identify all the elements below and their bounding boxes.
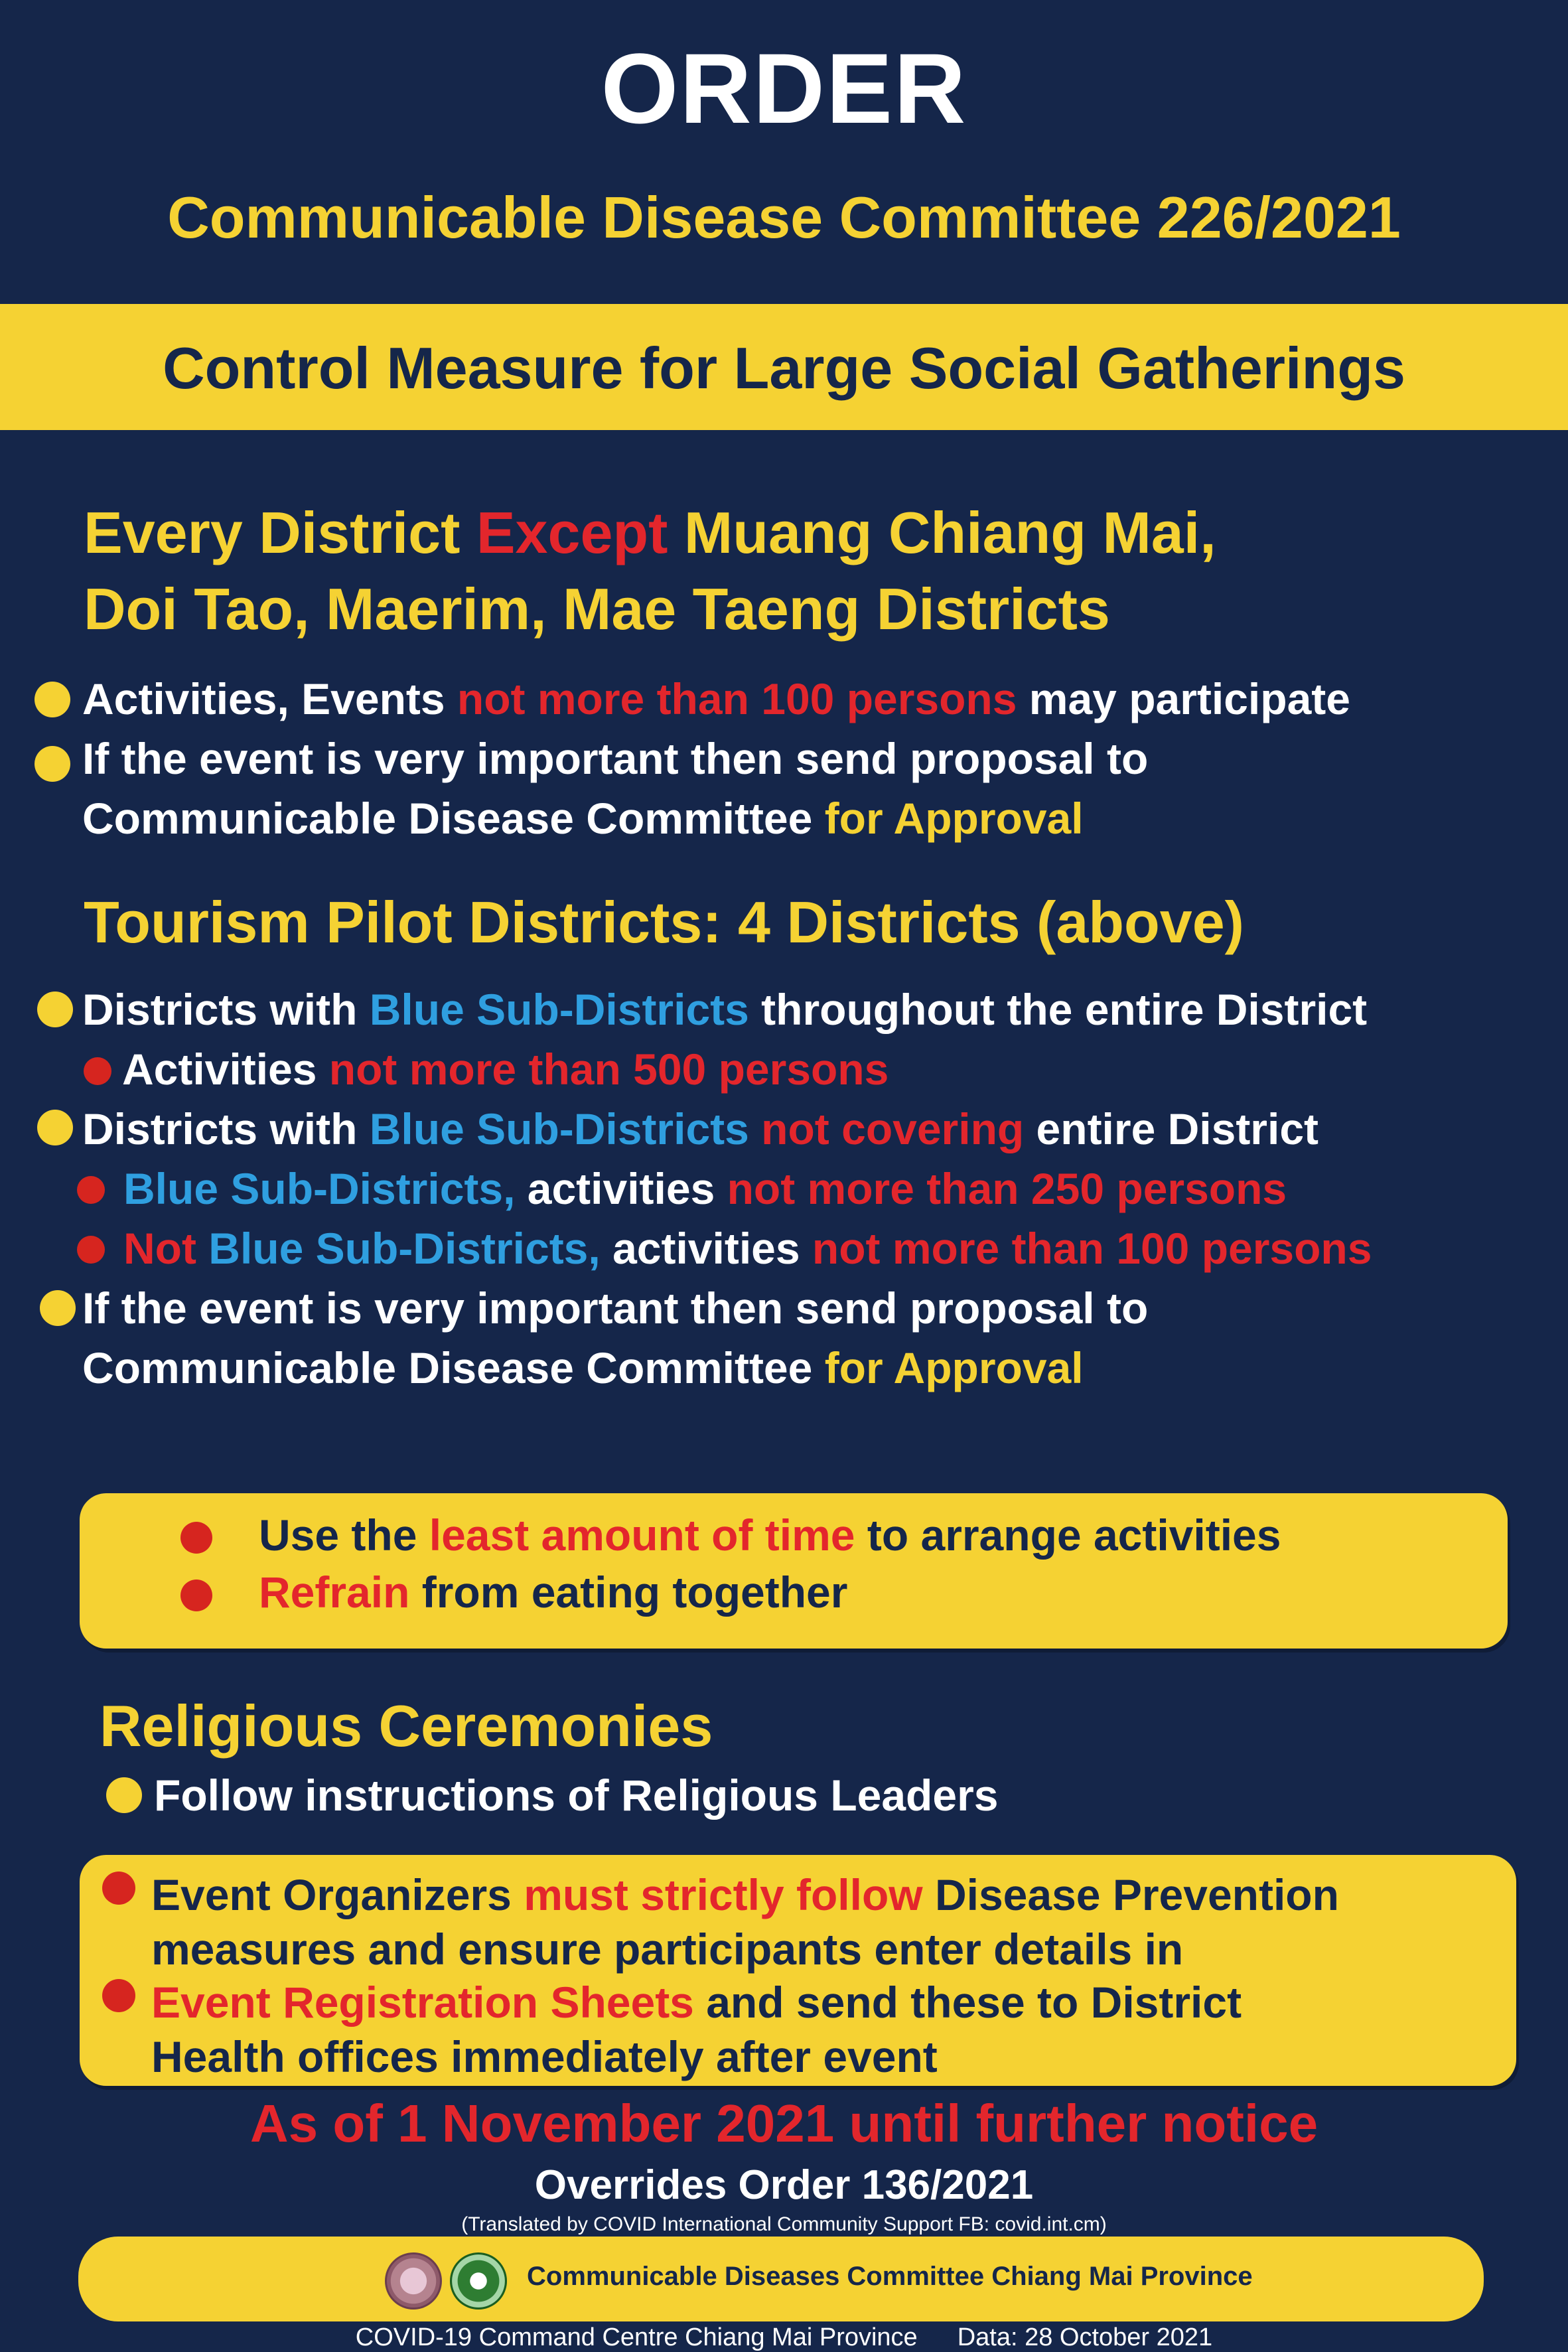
text: Disease Prevention <box>922 1870 1339 1919</box>
box1-line1 <box>259 1505 1281 1565</box>
command-centre-text: COVID-19 Command Centre Chiang Mai Province <box>355 2323 918 2351</box>
sub-bullet-dot-icon <box>77 1176 105 1204</box>
bullet-dot-icon <box>180 1580 212 1611</box>
banner-heading: Control Measure for Large Social Gatherings <box>163 335 1405 401</box>
text: may participate <box>1017 674 1350 723</box>
text: Use the <box>259 1510 429 1560</box>
heading-text: Every District <box>84 500 476 565</box>
text: Activities <box>122 1045 329 1094</box>
section2-bullet2-sub1 <box>123 1159 1287 1218</box>
not-text: Not <box>123 1224 209 1273</box>
effective-date: As of 1 November 2021 until further notice <box>249 2094 1319 2153</box>
text: activities <box>600 1224 812 1273</box>
overrides-order: Overrides Order 136/2021 <box>534 2162 1034 2208</box>
text: Communicable Disease Committee <box>82 1343 825 1392</box>
section1-heading-line2: Doi Tao, Maerim, Mae Taeng Districts <box>84 576 1110 642</box>
bullet-dot-icon <box>37 992 73 1027</box>
text: Districts with <box>82 1104 370 1153</box>
religious-heading: Religious Ceremonies <box>100 1693 713 1759</box>
health-ministry-logo-icon <box>450 2252 507 2310</box>
section1-heading-line1 <box>84 496 1216 569</box>
bullet-dot-icon <box>180 1522 212 1554</box>
text: Event Organizers <box>151 1870 524 1919</box>
text: activities <box>515 1164 727 1213</box>
text: Districts with <box>82 985 370 1034</box>
text: Communicable Disease Committee <box>82 794 825 843</box>
data-date-text: Data: 28 October 2021 <box>957 2323 1213 2351</box>
limit-text: not more than 500 persons <box>328 1045 889 1094</box>
section1-bullet1 <box>82 669 1350 729</box>
limit-text: not more than 100 persons <box>457 674 1017 723</box>
section2-heading: Tourism Pilot Districts: 4 Districts (above) <box>84 889 1244 955</box>
section2-bullet1 <box>82 980 1367 1039</box>
emphasis-text: Event Registration Sheets <box>151 1978 694 2027</box>
section1-bullet2-line1: If the event is very important then send proposal to <box>82 734 1149 783</box>
text: entire District <box>1024 1104 1319 1153</box>
section1-bullet2-line2 <box>82 788 1084 848</box>
bullet-dot-icon <box>35 746 70 782</box>
approval-text: for Approval <box>824 794 1084 843</box>
box2-line1 <box>151 1865 1339 1925</box>
translation-credit: (Translated by COVID International Community Support FB: covid.int.cm) <box>461 2213 1107 2235</box>
text: and send these to District <box>693 1978 1242 2027</box>
text: throughout the entire District <box>748 985 1368 1034</box>
bullet-dot-icon <box>102 1872 135 1905</box>
section2-bullet1-sub <box>122 1039 889 1099</box>
bullet-dot-icon <box>40 1290 76 1326</box>
text: Activities, Events <box>82 674 457 723</box>
box2-line3 <box>151 1972 1242 2032</box>
province-seal-logo-icon <box>385 2252 442 2310</box>
limit-text: not more than 250 persons <box>727 1164 1287 1213</box>
box2-line4: Health offices immediately after event <box>151 2032 938 2081</box>
sub-bullet-dot-icon <box>77 1236 105 1264</box>
blue-subdistricts-text: Blue Sub-Districts <box>369 1104 749 1153</box>
not-covering-text: not covering <box>748 1104 1025 1153</box>
footer-committee-name: Communicable Diseases Committee Chiang Mai Province <box>527 2262 1253 2291</box>
section2-bullet3-line1: If the event is very important then send proposal to <box>82 1284 1149 1333</box>
emphasis-text: least amount of time <box>429 1510 855 1560</box>
heading-text: Muang Chiang Mai, <box>668 500 1216 565</box>
blue-subdistricts-text: Blue Sub-Districts <box>369 985 749 1034</box>
emphasis-text: Refrain <box>259 1568 410 1617</box>
bullet-dot-icon <box>106 1777 142 1813</box>
section2-bullet3-line2 <box>82 1338 1084 1398</box>
limit-text: not more than 100 persons <box>812 1224 1372 1273</box>
bullet-dot-icon <box>102 1979 135 2012</box>
heading-except: Except <box>476 500 668 565</box>
bullet-dot-icon <box>35 682 70 717</box>
committee-order-number: Communicable Disease Committee 226/2021 <box>167 184 1401 250</box>
footer-bottom-line <box>0 2323 1568 2352</box>
bullet-dot-icon <box>37 1110 73 1145</box>
religious-bullet: Follow instructions of Religious Leaders <box>154 1771 999 1820</box>
blue-subdistricts-text: Blue Sub-Districts, <box>123 1164 516 1213</box>
approval-text: for Approval <box>824 1343 1084 1392</box>
section2-bullet2 <box>82 1099 1319 1159</box>
section2-bullet2-sub2 <box>123 1218 1372 1278</box>
blue-subdistricts-text: Blue Sub-Districts, <box>208 1224 601 1273</box>
order-title: ORDER <box>601 33 967 144</box>
text: from eating together <box>409 1568 848 1617</box>
sub-bullet-dot-icon <box>84 1057 111 1085</box>
box2-line2: measures and ensure participants enter details in <box>151 1925 1184 1974</box>
emphasis-text: must strictly follow <box>524 1870 923 1919</box>
text: to arrange activities <box>855 1510 1281 1560</box>
box1-line2 <box>259 1562 847 1622</box>
